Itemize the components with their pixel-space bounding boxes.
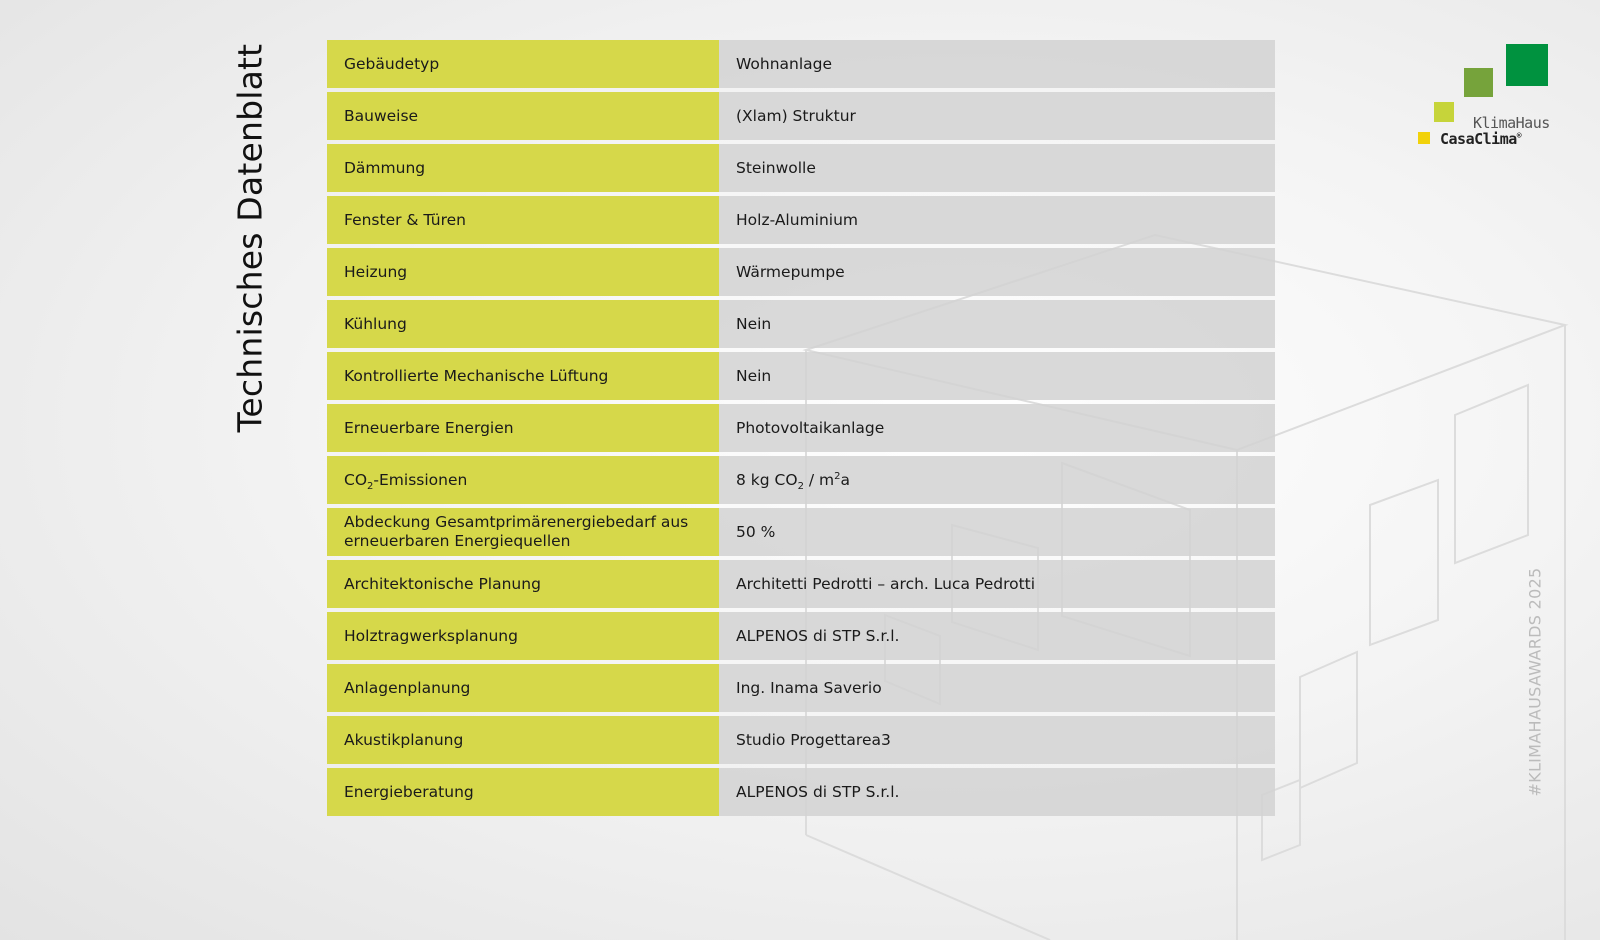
row-label: Kühlung <box>327 300 719 348</box>
row-value: Holz-Aluminium <box>719 196 1275 244</box>
logo-square-olive <box>1464 68 1493 97</box>
value-text: / m <box>803 470 835 489</box>
row-label: Gebäudetyp <box>327 40 719 88</box>
table-row <box>327 560 1275 608</box>
row-value: (Xlam) Struktur <box>719 92 1275 140</box>
row-value: Photovoltaikanlage <box>719 404 1275 452</box>
table-row <box>327 716 1275 764</box>
table-row <box>327 456 1275 504</box>
row-label: Anlagenplanung <box>327 664 719 712</box>
row-label: Akustikplanung <box>327 716 719 764</box>
row-label: Bauweise <box>327 92 719 140</box>
row-label: Architektonische Planung <box>327 560 719 608</box>
logo-text-casaclima <box>1440 130 1521 148</box>
table-row <box>327 612 1275 660</box>
datasheet-table <box>327 36 1275 820</box>
klimahaus-logo <box>1410 40 1560 160</box>
table-row <box>327 352 1275 400</box>
logo-square-lime <box>1434 102 1454 122</box>
row-label: Fenster & Türen <box>327 196 719 244</box>
row-label: Abdeckung Gesamtprimärenergiebedarf aus erneuerbaren Energiequellen <box>327 508 719 556</box>
subscript: 2 <box>797 480 804 492</box>
row-value: Nein <box>719 352 1275 400</box>
row-label: Erneuerbare Energien <box>327 404 719 452</box>
table-row <box>327 92 1275 140</box>
logo-square-green <box>1506 44 1548 86</box>
awards-hashtag: #KLIMAHAUSAWARDS 2025 <box>1525 567 1545 797</box>
row-value: Steinwolle <box>719 144 1275 192</box>
value-text: 8 kg CO <box>736 470 798 489</box>
row-value: Wohnanlage <box>719 40 1275 88</box>
page-title: Technisches Datenblatt <box>230 43 270 433</box>
row-value: Wärmepumpe <box>719 248 1275 296</box>
logo-text-casaclima-word: CasaClima <box>1440 130 1517 148</box>
table-row <box>327 248 1275 296</box>
table-row <box>327 404 1275 452</box>
row-value: Ing. Inama Saverio <box>719 664 1275 712</box>
table-row <box>327 664 1275 712</box>
row-label: Dämmung <box>327 144 719 192</box>
value-text: a <box>840 470 850 489</box>
table-row <box>327 300 1275 348</box>
table-row <box>327 196 1275 244</box>
table-row <box>327 40 1275 88</box>
superscript: 2 <box>834 470 841 482</box>
row-value: Studio Progettarea3 <box>719 716 1275 764</box>
label-text: -Emissionen <box>373 470 468 489</box>
row-value: 50 % <box>719 508 1275 556</box>
registered-mark: ® <box>1516 131 1522 140</box>
row-value <box>719 456 1275 504</box>
row-value: Nein <box>719 300 1275 348</box>
subscript: 2 <box>367 480 374 492</box>
label-text: CO <box>344 470 368 489</box>
row-value: Architetti Pedrotti – arch. Luca Pedrotti <box>719 560 1275 608</box>
table-row <box>327 144 1275 192</box>
row-label: Energieberatung <box>327 768 719 816</box>
row-label: Kontrollierte Mechanische Lüftung <box>327 352 719 400</box>
row-label: Heizung <box>327 248 719 296</box>
logo-square-yellow <box>1418 132 1430 144</box>
row-label <box>327 456 719 504</box>
logo-text-klimahaus: KlimaHaus <box>1473 114 1550 132</box>
table-row <box>327 768 1275 816</box>
table-row <box>327 508 1275 556</box>
row-label: Holztragwerksplanung <box>327 612 719 660</box>
row-value: ALPENOS di STP S.r.l. <box>719 768 1275 816</box>
row-value: ALPENOS di STP S.r.l. <box>719 612 1275 660</box>
